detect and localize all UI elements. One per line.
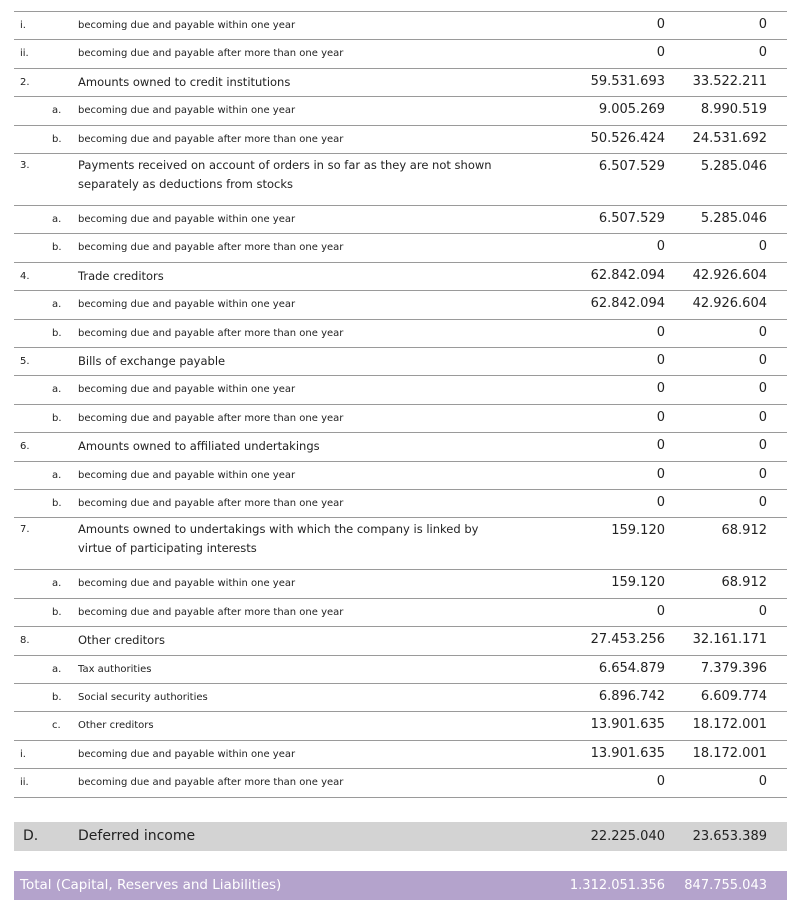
row-value-current: 6.654.879 <box>598 660 665 676</box>
row-description: Bills of exchange payable <box>78 354 226 368</box>
row-sub-letter: a. <box>52 299 62 311</box>
total-label: Total (Capital, Reserves and Liabilities) <box>20 877 282 893</box>
table-row <box>14 234 787 262</box>
row-description: becoming due and payable within one year <box>78 384 296 396</box>
row-value-current: 0 <box>656 774 665 790</box>
table-row <box>14 490 787 518</box>
row-value-prior: 0 <box>758 774 767 790</box>
row-value-prior: 0 <box>758 17 767 32</box>
row-description: Trade creditors <box>78 268 164 283</box>
row-description: Amounts owned to credit institutions <box>78 74 291 89</box>
table-row <box>14 570 787 598</box>
row-sub-letter: b. <box>52 692 62 703</box>
table-row <box>14 291 787 319</box>
table-row <box>14 348 787 376</box>
row-value-prior: 5.285.046 <box>700 159 767 174</box>
row-description: becoming due and payable after more than one year <box>78 242 344 254</box>
table-row <box>14 154 787 206</box>
row-description: becoming due and payable after more than one year <box>78 327 344 339</box>
row-value-prior: 0 <box>758 495 767 510</box>
row-value-current: 27.453.256 <box>590 632 665 648</box>
table-row <box>14 40 787 68</box>
row-value-prior: 6.609.774 <box>700 689 767 704</box>
row-number: i. <box>20 20 26 31</box>
row-value-current: 0 <box>656 324 665 340</box>
deferred-income-label: D. <box>23 828 39 844</box>
row-description: Payments received on account of orders in so far as they are not shown separately as deductions from stocks <box>78 158 492 191</box>
row-value-prior: 33.522.211 <box>692 73 767 89</box>
row-sub-letter: c. <box>52 720 61 732</box>
row-description: becoming due and payable after more than one year <box>78 412 344 424</box>
row-value-current: 13.901.635 <box>590 717 665 733</box>
total-value-prior: 847.755.043 <box>684 878 767 893</box>
row-sub-letter: a. <box>52 469 62 481</box>
row-value-prior: 7.379.396 <box>700 660 767 676</box>
deferred-income-value-prior: 23.653.389 <box>692 829 767 844</box>
table-row <box>14 376 787 404</box>
table-row <box>14 627 787 655</box>
row-value-prior: 0 <box>758 324 767 340</box>
row-value-current: 13.901.635 <box>590 745 665 761</box>
row-description: becoming due and payable within one year <box>78 20 296 31</box>
row-number: i. <box>20 748 26 760</box>
row-value-prior: 32.161.171 <box>692 632 767 648</box>
table-row <box>14 462 787 490</box>
deferred-income-description: Deferred income <box>78 828 196 844</box>
row-sub-letter: a. <box>52 214 62 225</box>
row-value-current: 0 <box>656 353 665 368</box>
table-row <box>14 656 787 684</box>
row-sub-letter: b. <box>52 412 62 424</box>
row-number: 7. <box>20 524 30 536</box>
table-row <box>14 12 787 40</box>
row-value-current: 0 <box>656 239 665 255</box>
row-value-current: 9.005.269 <box>598 102 665 118</box>
row-value-current: 0 <box>656 381 665 397</box>
table-row <box>14 518 787 570</box>
row-description: becoming due and payable within one year <box>78 214 296 225</box>
row-value-prior: 24.531.692 <box>692 130 767 146</box>
row-value-prior: 68.912 <box>721 523 767 539</box>
table-row <box>14 599 787 627</box>
row-value-current: 6.507.529 <box>598 211 665 226</box>
table-row <box>14 126 787 154</box>
row-value-current: 59.531.693 <box>590 73 665 89</box>
row-description: becoming due and payable within one year <box>78 105 296 117</box>
row-value-prior: 0 <box>758 381 767 397</box>
total-row <box>14 871 787 900</box>
row-value-current: 0 <box>656 45 665 61</box>
row-value-current: 0 <box>656 409 665 425</box>
row-value-prior: 0 <box>758 45 767 61</box>
row-value-prior: 42.926.604 <box>692 267 767 283</box>
row-description: Other creditors <box>78 720 154 732</box>
row-number: ii. <box>20 777 29 789</box>
row-description: Tax authorities <box>78 663 152 675</box>
row-description: becoming due and payable within one year <box>78 299 296 311</box>
row-number: 3. <box>20 160 30 171</box>
row-description: becoming due and payable after more than one year <box>78 498 344 509</box>
row-sub-letter: b. <box>52 133 62 145</box>
row-description: Amounts owned to affiliated undertakings <box>78 439 320 454</box>
row-value-current: 0 <box>656 466 665 482</box>
row-description: becoming due and payable after more than one year <box>78 777 344 789</box>
row-description: becoming due and payable after more than one year <box>78 48 344 60</box>
row-value-current: 62.842.094 <box>590 296 665 312</box>
table-row <box>14 69 787 97</box>
table-row <box>14 206 787 234</box>
row-number: 2. <box>20 76 30 88</box>
deferred-income-value-current: 22.225.040 <box>590 829 665 844</box>
row-value-current: 0 <box>656 495 665 510</box>
row-description: becoming due and payable after more than one year <box>78 133 344 145</box>
row-value-current: 0 <box>656 438 665 454</box>
row-value-prior: 68.912 <box>721 575 767 591</box>
row-value-current: 50.526.424 <box>590 130 665 146</box>
row-value-prior: 0 <box>758 239 767 255</box>
row-value-prior: 8.990.519 <box>700 102 767 118</box>
row-description: Social security authorities <box>78 692 208 703</box>
row-sub-letter: a. <box>52 105 62 117</box>
row-number: 5. <box>20 356 30 367</box>
row-description: Other creditors <box>78 633 165 648</box>
row-number: 6. <box>20 441 30 453</box>
row-value-current: 0 <box>656 603 665 619</box>
deferred-income-row <box>14 822 787 851</box>
row-sub-letter: a. <box>52 663 62 675</box>
row-description: Amounts owned to undertakings with which the company is linked by virtue of participating interests <box>78 522 479 556</box>
table-row <box>14 684 787 712</box>
table-row <box>14 263 787 291</box>
row-description: becoming due and payable within one year <box>78 469 296 481</box>
row-sub-letter: b. <box>52 242 62 254</box>
table-row <box>14 405 787 433</box>
row-number: 4. <box>20 270 30 282</box>
table-row <box>14 433 787 461</box>
row-description: becoming due and payable after more than one year <box>78 606 344 618</box>
row-value-current: 159.120 <box>611 575 665 591</box>
row-value-prior: 18.172.001 <box>692 745 767 761</box>
row-value-prior: 0 <box>758 603 767 619</box>
row-value-prior: 42.926.604 <box>692 296 767 312</box>
table-row <box>14 741 787 769</box>
row-sub-letter: a. <box>52 578 62 590</box>
table-row <box>14 769 787 797</box>
row-number: 8. <box>20 635 30 647</box>
row-value-prior: 0 <box>758 466 767 482</box>
row-sub-letter: b. <box>52 606 62 618</box>
row-value-current: 159.120 <box>611 523 665 539</box>
row-value-current: 6.896.742 <box>598 689 665 704</box>
row-number: ii. <box>20 48 29 60</box>
total-value-current: 1.312.051.356 <box>569 878 665 893</box>
row-sub-letter: a. <box>52 384 62 396</box>
row-value-prior: 5.285.046 <box>700 211 767 226</box>
row-value-current: 62.842.094 <box>590 267 665 283</box>
row-value-prior: 0 <box>758 353 767 368</box>
table-row <box>14 320 787 348</box>
row-sub-letter: b. <box>52 327 62 339</box>
table-row <box>14 712 787 740</box>
table-row <box>14 97 787 125</box>
row-value-prior: 18.172.001 <box>692 717 767 733</box>
row-value-current: 6.507.529 <box>598 159 665 174</box>
row-sub-letter: b. <box>52 498 62 509</box>
row-description: becoming due and payable within one year <box>78 578 296 590</box>
row-value-prior: 0 <box>758 409 767 425</box>
row-description: becoming due and payable within one year <box>78 748 296 760</box>
row-value-current: 0 <box>656 17 665 32</box>
row-value-prior: 0 <box>758 438 767 454</box>
